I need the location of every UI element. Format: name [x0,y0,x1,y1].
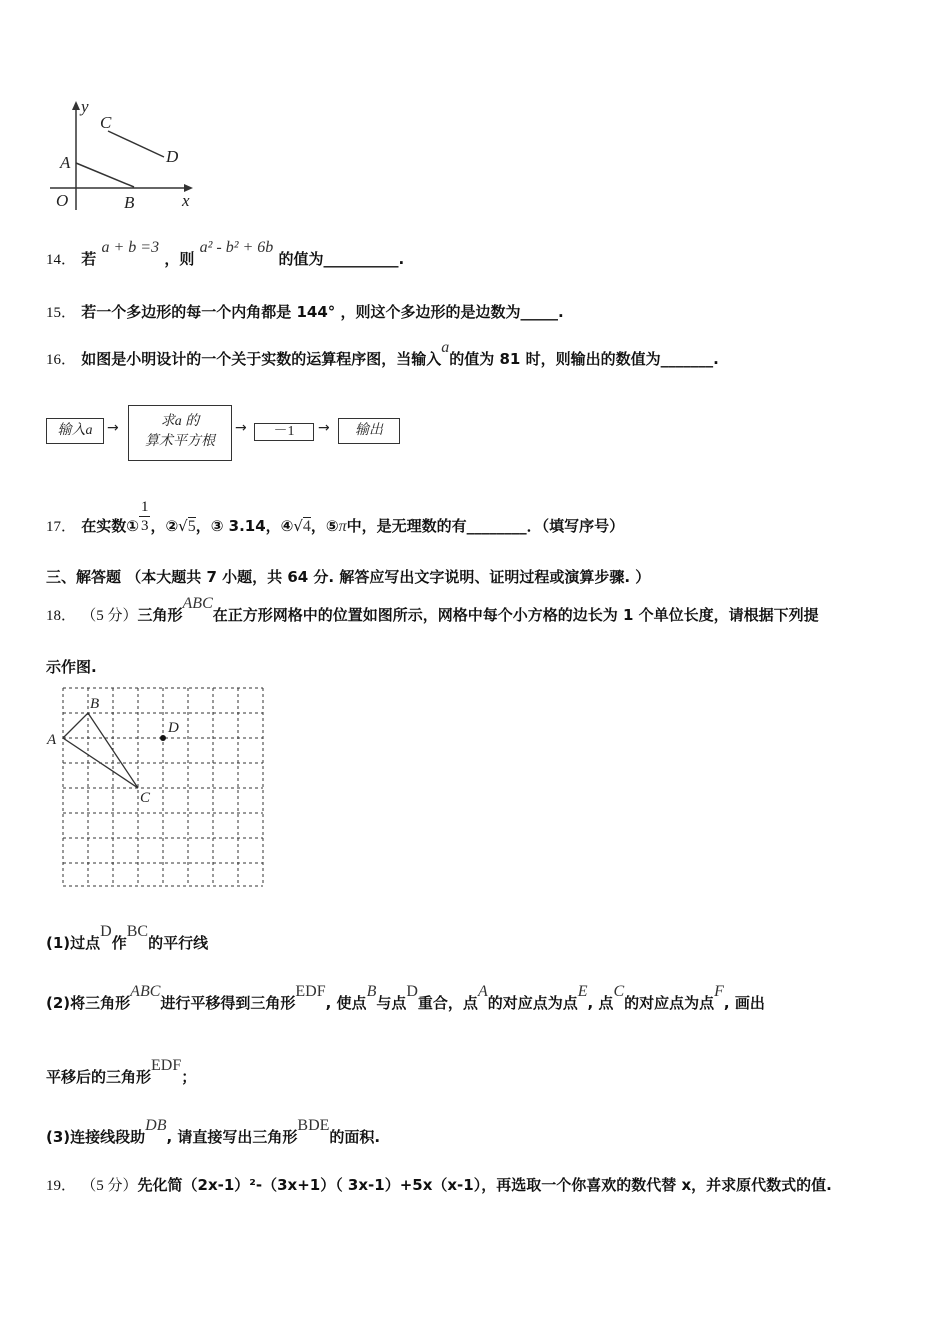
section-title: 三、解答题 （本大题共 7 小题，共 64 分. 解答应写出文字说明、证明过程或演算步骤. ） [46,568,651,586]
coordinate-figure [48,98,198,216]
q16-number: 16． [46,352,77,368]
q18-prefix: 三角形 [137,606,183,624]
grid-label-d: D [168,720,179,736]
q18-part3-t1: 连接线段助 [70,1128,146,1146]
q14-prefix: 若 [81,250,97,268]
question-16 [46,339,719,369]
label-c: C [100,113,112,132]
q14-suffix: 的值为__________. [278,250,405,268]
q17-prefix: 在实数① [81,517,139,535]
q18-part3-paren: (3) [46,1128,71,1146]
q18-part2-c: C [613,983,625,1000]
q18-part3-t3: 的面积. [329,1128,381,1146]
q15-text: 若一个多边形的每一个内角都是 144° ，则这个多边形的是边数为_____. [81,303,564,321]
flow-arrow-1: → [107,420,119,436]
question-18-line2: 示作图. [46,658,97,676]
segment-ab [76,163,134,187]
q17-suffix: 中，是无理数的有________．（填写序号） [346,517,625,535]
q18-part2-t2: 进行平移得到三角形 [160,994,296,1012]
q18-part2-e: E [577,983,588,1000]
q18-part2-abc: ABC [130,983,161,1000]
q18-part2-t9: , 画出 [723,994,765,1012]
question-18 [46,595,819,625]
q19-text: 先化简（2x-1）²-（3x+1）（ 3x-1）+5x（x-1），再选取一个你喜欢的数代替 x，并求原代数式的值. [137,1176,832,1194]
q14-expr2: a² - b² + 6b [199,239,274,256]
q16-text-b: 的值为 81 时，则输出的数值为_______. [449,350,719,368]
grid-label-b: B [90,696,100,712]
flow-arrow-3: → [318,420,330,436]
q17-sqrt5: 5 [187,518,196,535]
question-17 [46,499,625,545]
flow-arrow-2: → [235,420,247,436]
q18-part1-paren: (1) [46,934,71,952]
fraction-one-third [139,498,151,535]
q18-part3-t2: , 请直接写出三角形 [166,1128,298,1146]
q18-part1 [46,923,209,953]
flow-input-box: 输入a [46,418,104,444]
q17-number: 17． [46,519,77,535]
fraction-numerator: 1 [140,499,149,515]
y-axis-arrow [72,101,80,110]
q18-part2-paren: (2) [46,994,71,1012]
q14-mid: ，则 [164,250,195,268]
q17-item3: ，③ 3.14，④ [195,517,294,535]
q16-text-a: 如图是小明设计的一个关于实数的运算程序图，当输入 [81,350,442,368]
question-19 [46,1174,832,1195]
triangle-abc [63,713,138,788]
q18-part2-f: F [714,983,724,1000]
q18-part2-t8: 的对应点为点 [624,994,715,1012]
label-d: D [166,147,179,166]
q18-part1-d: D [100,923,112,940]
flow-minus-box: －1 [254,423,314,441]
q18-part2-t4: 与点 [376,994,407,1012]
q15-number: 15． [46,305,77,321]
label-a: A [60,153,71,172]
label-o: O [56,191,69,210]
q18-part2-t10: ； [181,1068,197,1086]
q18-part3-bde: BDE [297,1117,330,1134]
q17-pi: π [338,518,347,535]
grid-figure [42,684,272,890]
q18-part3-db: DB [145,1117,167,1134]
q18-part2-t7: , 点 [587,994,614,1012]
q14-number: 14． [46,252,77,268]
sqrt-icon: √ [178,517,188,535]
q18-abc: ABC [182,595,213,612]
q18-part2-t6: 的对应点为点 [487,994,578,1012]
q18-part2 [46,983,765,1013]
q19-number: 19． [46,1178,77,1194]
q16-var: a [441,339,450,356]
q18-part2-t1: 将三角形 [70,994,131,1012]
q18-part2-edf2: EDF [151,1057,182,1074]
sqrt-icon-2: √ [293,517,303,535]
q18-number: 18． [46,608,77,624]
fraction-denominator: 3 [140,518,149,534]
q18-part3 [46,1117,381,1147]
q18-part2-b: B [366,983,377,1000]
q17-item5: ，⑤ [310,517,339,535]
q18-part2-line2-text: 平移后的三角形 [46,1068,152,1086]
grid-lines [63,688,263,886]
grid-label-a: A [47,732,57,748]
q18-part2-edf: EDF [295,983,326,1000]
q18-part1-t3: 的平行线 [148,934,209,952]
segment-cd [108,131,164,157]
q18-part1-bc: BC [126,923,149,940]
point-d [160,735,166,741]
q18-text: 在正方形网格中的位置如图所示，网格中每个小方格的边长为 1 个单位长度，请根据下列提 [212,606,819,624]
q14-expr1: a + b =3 [101,239,160,256]
q18-part2-a: A [477,983,488,1000]
q18-part2-t5: 重合，点 [417,994,478,1012]
label-y: y [81,98,89,116]
q18-part2-line2 [46,1057,197,1087]
label-b: B [124,193,135,212]
flow-output-box: 输出 [338,418,400,444]
q18-part2-t3: , 使点 [325,994,367,1012]
q18-part1-t2: 作 [111,934,127,952]
q19-score: （5 分） [81,1178,138,1194]
q18-part2-d: D [406,983,418,1000]
flow-sqrt-box [128,405,232,461]
flow-sqrt-line1: 求a 的 [160,414,200,429]
grid-label-c: C [140,790,151,806]
q18-part1-t1: 过点 [70,934,101,952]
q18-score: （5 分） [81,608,138,624]
question-15 [46,301,564,322]
q17-sqrt4: 4 [302,518,311,535]
question-14 [46,239,405,269]
flow-sqrt-line2: 算术平方根 [145,434,215,449]
label-x: x [182,191,190,210]
q17-item2: ，② [150,517,179,535]
